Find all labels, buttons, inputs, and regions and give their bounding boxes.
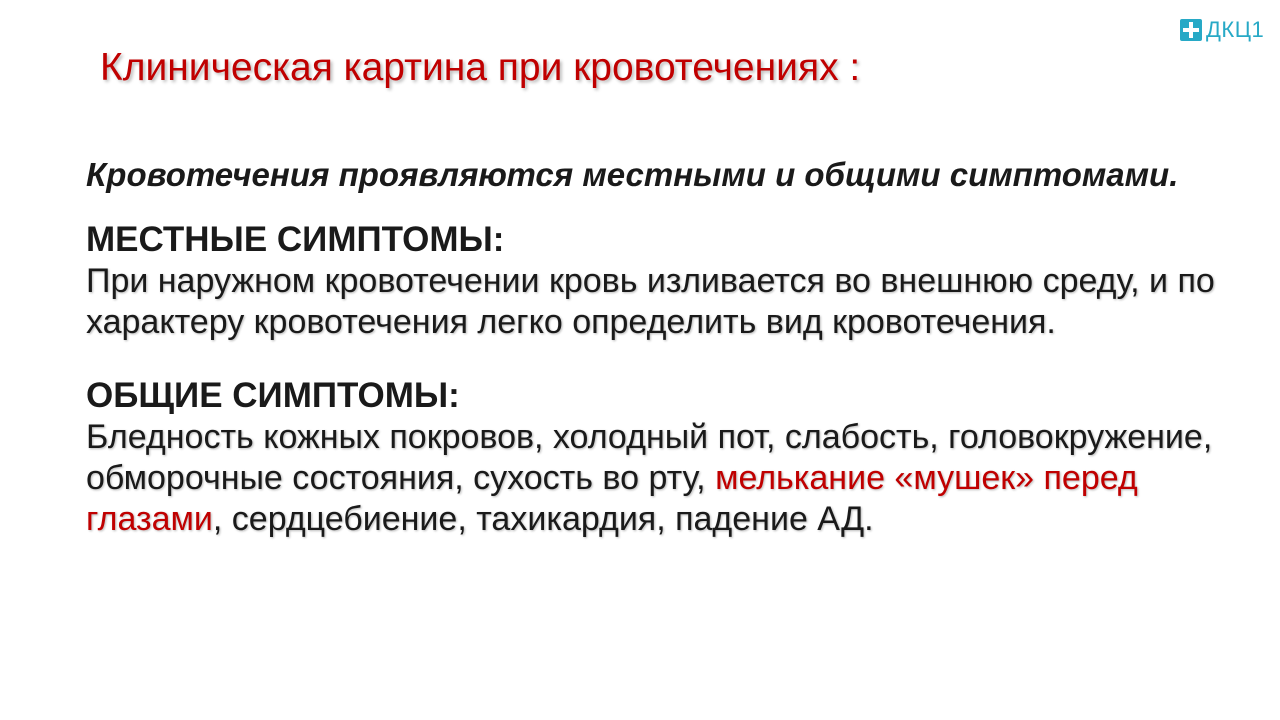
general-symptoms-text-start: Бледность кожных покровов, холодный пот, слабость, головокружение, обморочные состояния, сухость во рту, (86, 418, 1213, 497)
intro-text: Кровотечения проявляются местными и общими симптомами. (86, 156, 1179, 193)
logo (1180, 19, 1264, 41)
local-symptoms-heading: МЕСТНЫЕ СИМПТОМЫ: (86, 220, 505, 259)
general-symptoms-text-end: , сердцебиение, тахикардия, падение АД. (212, 500, 874, 538)
general-symptoms-text (86, 417, 1216, 540)
slide-content (86, 155, 1216, 540)
general-symptoms-heading: ОБЩИЕ СИМПТОМЫ: (86, 376, 460, 415)
highlighted-symptom: мелькание «мушек» перед глазами (86, 459, 1138, 538)
logo-text: ДКЦ1 (1206, 17, 1265, 42)
local-symptoms-text: При наружном кровотечении кровь изливается во внешнюю среду, и по характеру кровотечения легко определить вид кровотечения. (86, 262, 1215, 341)
medical-cross-icon (1180, 19, 1202, 41)
slide-title: Клиническая картина при кровотечениях : (100, 46, 861, 89)
